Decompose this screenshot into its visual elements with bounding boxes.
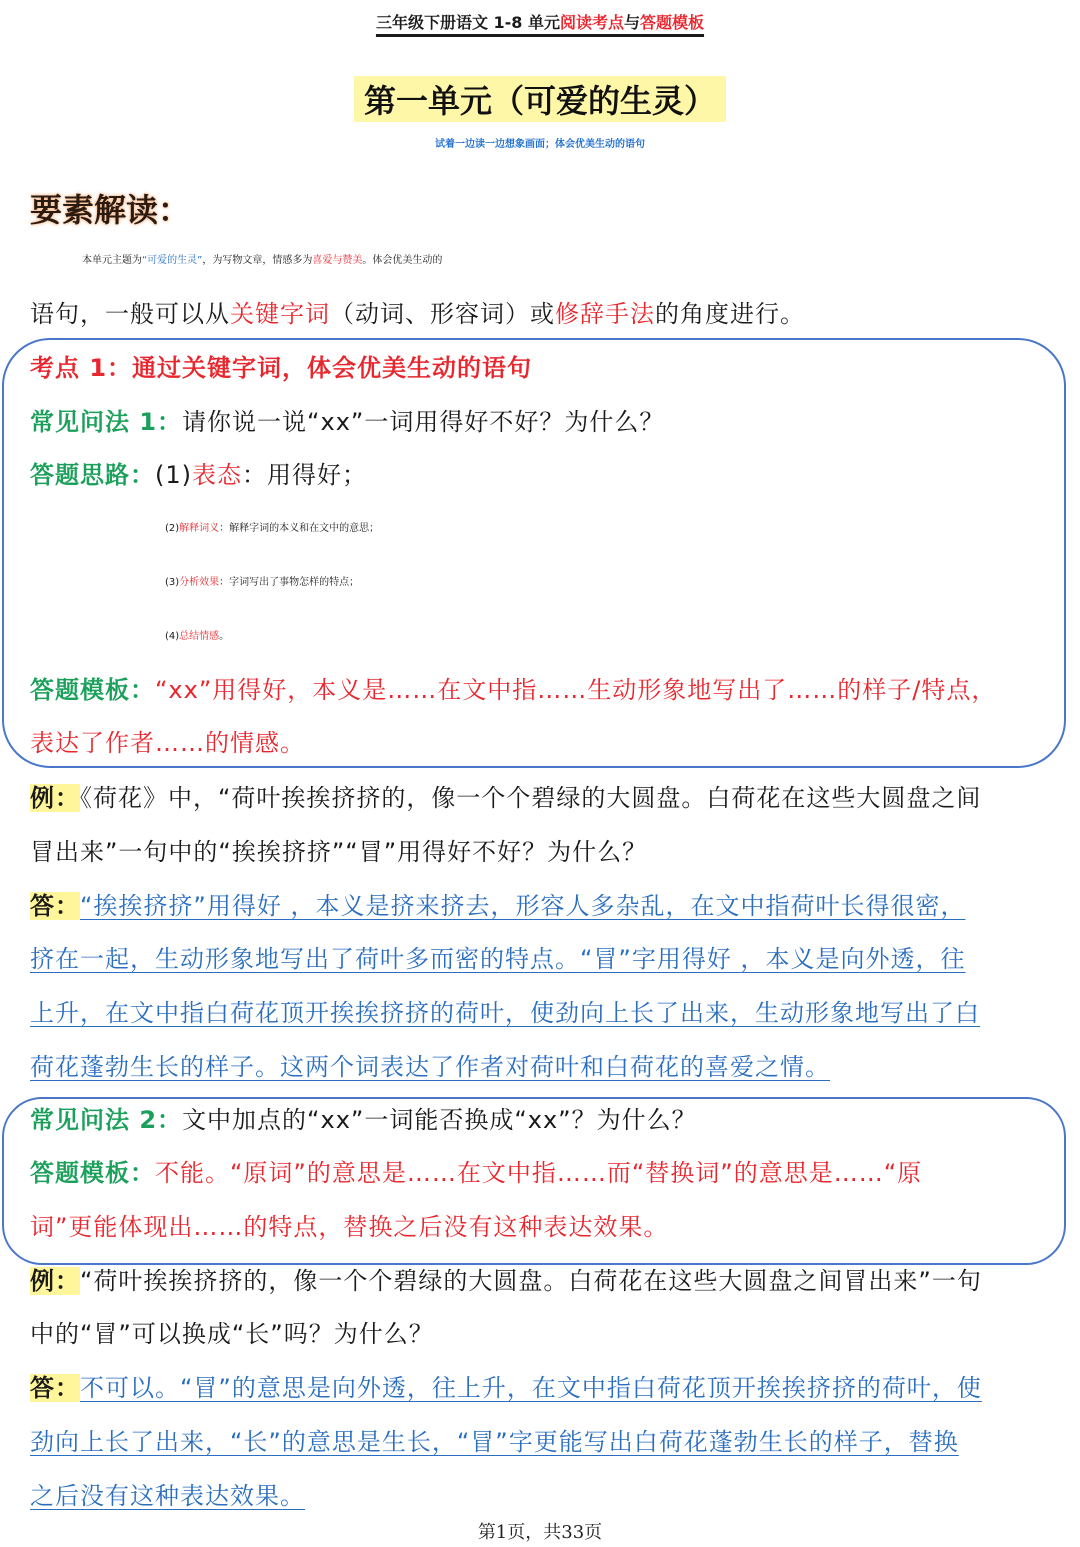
example-2-line-2 [30, 1314, 1060, 1354]
unit-title-text: 第一单元（可爱的生灵） [354, 76, 726, 122]
step-text: 。 [219, 631, 230, 642]
answer-2-text: 之后没有这种表达效果。 [30, 1482, 305, 1510]
intro-rhetoric: 修辞手法 [555, 300, 655, 328]
intro-text: 本单元主题为 [82, 255, 142, 266]
step-text: ：解释字词的本义和在文中的意思； [219, 523, 380, 534]
template-1-text: “xx”用得好，本义是……在文中指……生动形象地写出了……的样子/特点， [155, 676, 997, 704]
step-text: ：用得好； [242, 461, 367, 489]
example-1-text: 冒出来”一句中的“挨挨挤挤”“冒”用得好不好？为什么？ [30, 838, 648, 866]
unit-title [0, 76, 1080, 122]
example-1-line-2 [30, 832, 1060, 872]
intro-theme: “可爱的生灵” [142, 255, 203, 266]
step-text: ：字词写出了事物怎样的特点； [219, 577, 360, 588]
intro-text: （动词、形容词）或 [330, 300, 555, 328]
title-part-red-2: 答题模板 [640, 13, 705, 32]
example-2-line-1 [30, 1261, 1060, 1301]
answer-1-text: 上升，在文中指白荷花顶开挨挨挤挤的荷叶，使劲向上长了出来，生动形象地写出了白 [30, 999, 980, 1027]
question-2-label: 常见问法 2： [30, 1106, 183, 1134]
answer-1-line-3 [30, 993, 1060, 1033]
step-key: 表态 [192, 461, 242, 489]
template-1-text: 表达了作者……的情感。 [30, 729, 305, 757]
answer-2-line-3 [30, 1476, 1060, 1516]
answer-2-text: 劲向上长了出来，“长”的意思是生长，“冒”字更能写出白荷花蓬勃生长的样子，替换 [30, 1428, 959, 1456]
intro-text: 语句，一般可以从 [30, 300, 230, 328]
answer-1-line-1 [30, 886, 1060, 926]
answer-1-text: 挤在一起，生动形象地写出了荷叶多而密的特点。“冒”字用得好 ，本义是向外透，往 [30, 945, 966, 973]
template-2-line-1 [30, 1153, 1060, 1193]
approach-step-4 [30, 617, 1080, 657]
question-2-text: 文中加点的“xx”一词能否换成“xx”？为什么？ [182, 1106, 697, 1134]
intro-text: 的角度进行。 [655, 300, 805, 328]
example-1-label: 例： [30, 784, 80, 812]
step-key: 分析效果 [179, 577, 220, 588]
answer-1-line-2 [30, 939, 1060, 979]
page-title [0, 10, 1080, 33]
step-number: (4) [165, 631, 180, 642]
template-2-label: 答题模板： [30, 1159, 155, 1187]
title-part-red-1: 阅读考点 [560, 13, 625, 32]
answer-1-label: 答： [30, 892, 80, 920]
intro-line-1 [30, 241, 1080, 281]
intro-text: ，为写物文章，情感多为 [202, 255, 313, 266]
approach-step-1 [30, 455, 1060, 495]
answer-2-label: 答： [30, 1374, 80, 1402]
kaodian-1-heading [30, 348, 1060, 388]
template-1-line-1 [30, 670, 1060, 710]
example-2-label: 例： [30, 1267, 80, 1295]
answer-2-line-1 [30, 1368, 1060, 1408]
approach-step-2 [30, 509, 1080, 549]
step-number: (1) [155, 461, 192, 489]
unit-goal: 试着一边读一边想象画面；体会优美生动的语句 [435, 139, 645, 150]
template-2-text: 词”更能体现出……的特点，替换之后没有这种表达效果。 [30, 1213, 669, 1241]
template-2-line-2 [30, 1207, 1060, 1247]
template-1-label: 答题模板： [30, 676, 155, 704]
page-footer: 第1页，共33页 [477, 1522, 603, 1543]
approach-label: 答题思路： [30, 461, 155, 489]
kaodian-1-text: 考点 1：通过关键字词，体会优美生动的语句 [30, 354, 533, 382]
step-number: (2) [165, 523, 180, 534]
question-1-text: 请你说一说“xx”一词用得好不好？为什么？ [182, 408, 665, 436]
example-2-text: 中的“冒”可以换成“长”吗？为什么？ [30, 1320, 434, 1348]
step-key: 解释词义 [179, 523, 220, 534]
answer-1-text: 荷花蓬勃生长的样子。这两个词表达了作者对荷叶和白荷花的喜爱之情。 [30, 1053, 830, 1081]
answer-2-line-2 [30, 1422, 1060, 1462]
question-1 [30, 402, 1060, 442]
answer-1-line-4 [30, 1047, 1060, 1087]
step-key: 总结情感 [179, 631, 220, 642]
answer-2-text: 不可以。“冒”的意思是向外透，往上升，在文中指白荷花顶开挨挨挤挤的荷叶，使 [80, 1374, 982, 1402]
template-1-line-2 [30, 723, 1060, 763]
approach-step-3 [30, 563, 1080, 603]
example-1-text: 《荷花》中，“荷叶挨挨挤挤的，像一个个碧绿的大圆盘。白荷花在这些大圆盘之间 [80, 784, 982, 812]
answer-1-text: “挨挨挤挤”用得好 ，本义是挤来挤去，形容人多杂乱，在文中指荷叶长得很密， [80, 892, 966, 920]
intro-keyword: 关键字词 [230, 300, 330, 328]
question-2 [30, 1100, 1060, 1140]
title-part-black: 三年级下册语文 1-8 单元 [375, 13, 560, 32]
intro-text: 。体会优美生动的 [362, 255, 443, 266]
title-part-mid: 与 [624, 13, 641, 32]
intro-line-2 [30, 294, 1060, 334]
example-2-text: “荷叶挨挨挤挤的，像一个个碧绿的大圆盘。白荷花在这些大圆盘之间冒出来”一句 [80, 1267, 982, 1295]
template-2-text: 不能。“原词”的意思是……在文中指……而“替换词”的意思是……“原 [155, 1159, 923, 1187]
section-heading: 要素解读： [30, 191, 191, 229]
step-number: (3) [165, 577, 180, 588]
example-1-line-1 [30, 778, 1060, 818]
intro-emotion: 喜爱与赞美 [312, 255, 363, 266]
question-1-label: 常见问法 1： [30, 408, 183, 436]
